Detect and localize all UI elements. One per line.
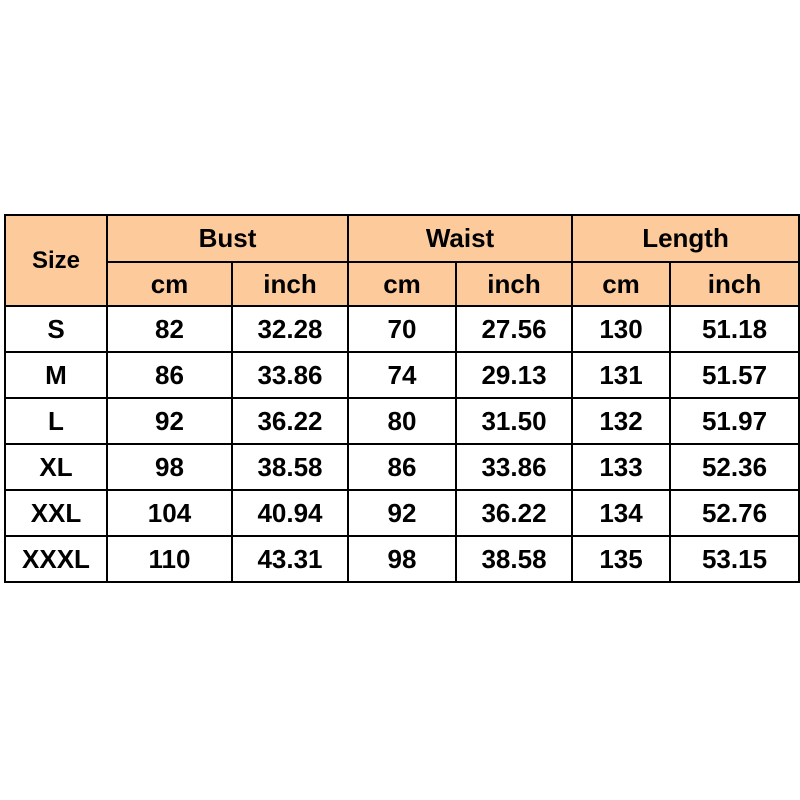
length-cm-header: cm <box>572 262 670 306</box>
length-inch-cell: 51.18 <box>670 306 799 352</box>
waist-cm-cell: 92 <box>348 490 456 536</box>
table-row <box>5 398 799 444</box>
waist-inch-cell: 27.56 <box>456 306 572 352</box>
size-chart-table <box>4 214 800 583</box>
waist-cm-cell: 70 <box>348 306 456 352</box>
size-cell: XL <box>5 444 107 490</box>
bust-group-header: Bust <box>107 215 348 262</box>
length-inch-cell: 51.97 <box>670 398 799 444</box>
bust-inch-cell: 33.86 <box>232 352 348 398</box>
size-cell: S <box>5 306 107 352</box>
bust-inch-cell: 38.58 <box>232 444 348 490</box>
size-column-header: Size <box>5 215 107 306</box>
length-inch-cell: 52.36 <box>670 444 799 490</box>
bust-cm-header: cm <box>107 262 232 306</box>
bust-cm-cell: 98 <box>107 444 232 490</box>
waist-cm-cell: 98 <box>348 536 456 582</box>
size-cell: L <box>5 398 107 444</box>
bust-inch-cell: 40.94 <box>232 490 348 536</box>
bust-cm-cell: 92 <box>107 398 232 444</box>
length-inch-header: inch <box>670 262 799 306</box>
waist-inch-cell: 33.86 <box>456 444 572 490</box>
waist-cm-cell: 86 <box>348 444 456 490</box>
bust-inch-cell: 32.28 <box>232 306 348 352</box>
size-cell: XXXL <box>5 536 107 582</box>
length-cm-cell: 135 <box>572 536 670 582</box>
waist-inch-header: inch <box>456 262 572 306</box>
length-inch-cell: 51.57 <box>670 352 799 398</box>
table-row <box>5 352 799 398</box>
waist-group-header: Waist <box>348 215 572 262</box>
table-body <box>5 306 799 582</box>
waist-cm-cell: 74 <box>348 352 456 398</box>
size-cell: M <box>5 352 107 398</box>
bust-cm-cell: 86 <box>107 352 232 398</box>
waist-inch-cell: 36.22 <box>456 490 572 536</box>
bust-inch-cell: 36.22 <box>232 398 348 444</box>
length-cm-cell: 131 <box>572 352 670 398</box>
waist-cm-cell: 80 <box>348 398 456 444</box>
table-row <box>5 444 799 490</box>
table-row <box>5 536 799 582</box>
length-cm-cell: 130 <box>572 306 670 352</box>
waist-cm-header: cm <box>348 262 456 306</box>
table-header <box>5 215 799 306</box>
table-row <box>5 490 799 536</box>
length-cm-cell: 133 <box>572 444 670 490</box>
bust-cm-cell: 104 <box>107 490 232 536</box>
bust-cm-cell: 82 <box>107 306 232 352</box>
length-group-header: Length <box>572 215 799 262</box>
waist-inch-cell: 31.50 <box>456 398 572 444</box>
length-cm-cell: 134 <box>572 490 670 536</box>
waist-inch-cell: 29.13 <box>456 352 572 398</box>
length-cm-cell: 132 <box>572 398 670 444</box>
table-row <box>5 306 799 352</box>
waist-inch-cell: 38.58 <box>456 536 572 582</box>
header-unit-row <box>5 262 799 306</box>
size-cell: XXL <box>5 490 107 536</box>
length-inch-cell: 52.76 <box>670 490 799 536</box>
length-inch-cell: 53.15 <box>670 536 799 582</box>
bust-cm-cell: 110 <box>107 536 232 582</box>
bust-inch-cell: 43.31 <box>232 536 348 582</box>
bust-inch-header: inch <box>232 262 348 306</box>
header-group-row <box>5 215 799 262</box>
